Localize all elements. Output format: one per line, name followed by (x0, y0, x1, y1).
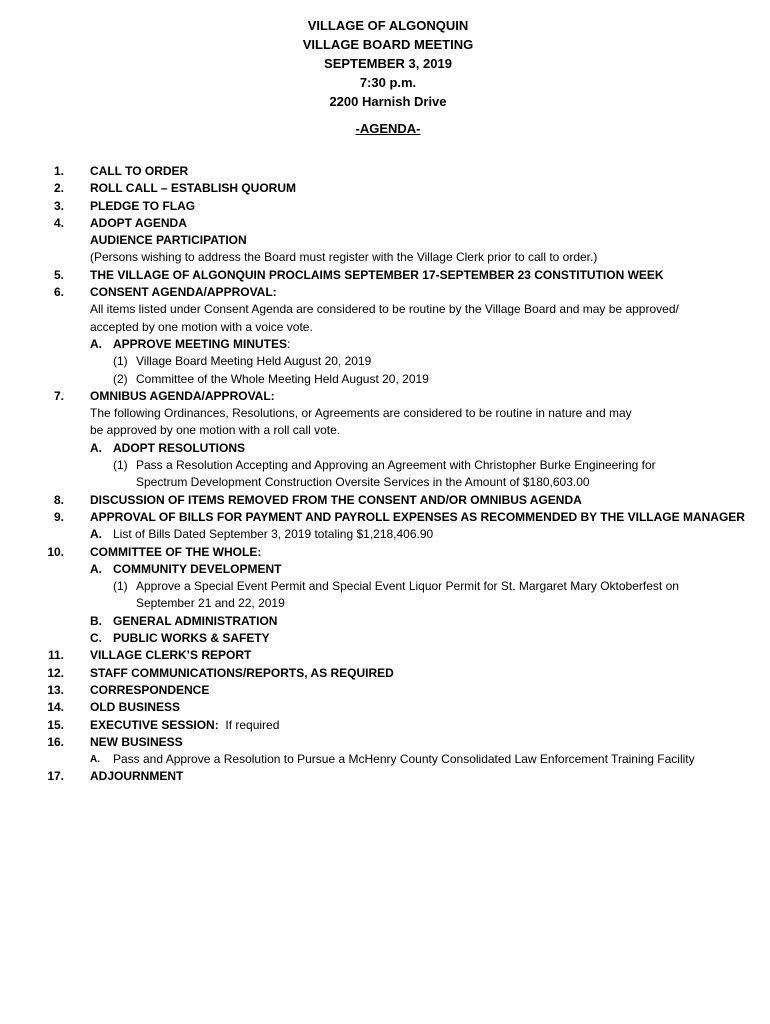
item-number: 7. (53, 388, 64, 403)
subitem-community-development (0, 561, 770, 578)
item-title: THE VILLAGE OF ALGONQUIN PROCLAIMS SEPTEMBER 17-SEPTEMBER 23 CONSTITUTION WEEK (90, 267, 664, 282)
item-title: OLD BUSINESS (90, 700, 181, 715)
item-number: 17. (47, 769, 64, 784)
subitem-text: September 21 and 22, 2019 (136, 596, 285, 611)
agenda-item-6 (0, 284, 770, 301)
item-title: OMNIBUS AGENDA/APPROVAL: (90, 388, 275, 403)
subitem-training-facility (0, 751, 770, 768)
agenda-list (0, 163, 770, 786)
item-title: STAFF COMMUNICATIONS/REPORTS, AS REQUIRED (90, 665, 394, 680)
item-title: NEW BUSINESS (90, 734, 183, 749)
subitem-label: A. (90, 561, 102, 576)
item-title: ADOPT AGENDA (90, 215, 187, 230)
subitem-resolution-1-cont (0, 474, 770, 491)
item-number: 9. (53, 509, 64, 524)
item-title: CALL TO ORDER (90, 164, 189, 178)
subitem-label: (1) (113, 458, 128, 473)
item-number: 15. (47, 717, 64, 732)
subitem-label: (2) (113, 371, 128, 386)
item-title: VILLAGE CLERK’S REPORT (90, 648, 252, 663)
agenda-item-13 (0, 682, 770, 699)
agenda-item-14 (0, 699, 770, 716)
subitem-title: PUBLIC WORKS & SAFETY (113, 631, 270, 646)
subitem-event-permit-cont (0, 595, 770, 612)
item-note: (Persons wishing to address the Board must register with the Village Clerk prior to call to order.) (90, 250, 598, 265)
subitem-text: Spectrum Development Construction Oversite Services in the Amount of $180,603.00 (136, 475, 590, 490)
item-number: 13. (47, 682, 64, 697)
subitem-adopt-resolutions (0, 440, 770, 457)
subitem-general-administration (0, 613, 770, 630)
item-title: AUDIENCE PARTICIPATION (90, 233, 247, 248)
item-number: 12. (47, 665, 64, 680)
subitem-label: A. (90, 336, 102, 351)
item-title: PLEDGE TO FLAG (90, 198, 196, 213)
subitem-public-works (0, 630, 770, 647)
meeting-name: VILLAGE BOARD MEETING (302, 37, 474, 52)
audience-participation-note (0, 249, 770, 266)
subitem-minutes-2 (0, 371, 770, 388)
subitem-label: B. (90, 613, 102, 628)
agenda-item-15 (0, 717, 770, 734)
item-title: EXECUTIVE SESSION: (90, 717, 219, 732)
item-number: 3. (53, 198, 64, 213)
subitem-label: A. (90, 754, 100, 766)
subitem-title: GENERAL ADMINISTRATION (113, 613, 278, 628)
subitem-text: Pass and Approve a Resolution to Pursue a McHenry County Consolidated Law Enforcement Training Facility (113, 752, 695, 767)
item-description: be approved by one motion with a roll call vote. (90, 423, 341, 438)
item-title: APPROVAL OF BILLS FOR PAYMENT AND PAYROLL EXPENSES AS RECOMMENDED BY THE VILLAGE MANAGER (90, 509, 745, 524)
agenda-item-11 (0, 647, 770, 664)
audience-participation-title (0, 232, 770, 249)
subitem-title: ADOPT RESOLUTIONS (113, 440, 246, 455)
agenda-item-7 (0, 388, 770, 405)
item-description: All items listed under Consent Agenda are considered to be routine by the Village Board and may be approved/ (90, 302, 679, 317)
item-number: 16. (47, 734, 64, 749)
item-number: 14. (47, 700, 64, 715)
subitem-approve-minutes: A. APPROVE MEETING MINUTES: (0, 336, 770, 353)
village-name: VILLAGE OF ALGONQUIN (307, 18, 469, 33)
agenda-item-1 (0, 163, 770, 180)
subitem-label: A. (90, 440, 102, 455)
item-title: CONSENT AGENDA/APPROVAL: (90, 285, 277, 300)
item-description: The following Ordinances, Resolutions, or Agreements are considered to be routine in nature and may (90, 406, 632, 421)
subitem-text: Village Board Meeting Held August 20, 2019 (136, 354, 372, 369)
subitem-label: A. (90, 527, 102, 542)
agenda-item-10 (0, 544, 770, 561)
item-number: 6. (53, 285, 64, 300)
subitem-label: (1) (113, 579, 128, 594)
agenda-item-3 (0, 198, 770, 215)
item-number: 4. (53, 215, 64, 230)
subitem-minutes-1 (0, 353, 770, 370)
agenda-title: -AGENDA- (355, 121, 421, 136)
item-title: DISCUSSION OF ITEMS REMOVED FROM THE CONSENT AND/OR OMNIBUS AGENDA (90, 492, 582, 507)
subitem-title: APPROVE MEETING MINUTES (113, 336, 288, 351)
subitem-label: C. (90, 631, 102, 646)
item-note: If required (225, 717, 280, 732)
subitem-event-permit (0, 578, 770, 595)
item-title: ROLL CALL – ESTABLISH QUORUM (90, 181, 297, 196)
agenda-item-8 (0, 492, 770, 509)
subitem-text: Approve a Special Event Permit and Special Event Liquor Permit for St. Margaret Mary Oktoberfest on (136, 579, 679, 594)
item-number: 10. (47, 544, 64, 559)
agenda-item-5 (0, 267, 770, 284)
agenda-item-16 (0, 734, 770, 751)
meeting-location: 2200 Harnish Drive (329, 94, 447, 109)
agenda-item-9 (0, 509, 770, 526)
meeting-time: 7:30 p.m. (359, 75, 417, 90)
subitem-list-of-bills (0, 526, 770, 543)
subitem-text: Pass a Resolution Accepting and Approving an Agreement with Christopher Burke Engineering for (136, 458, 656, 473)
subitem-resolution-1 (0, 457, 770, 474)
agenda-item-4 (0, 215, 770, 232)
item-number: 2. (53, 181, 64, 196)
agenda-item-12 (0, 665, 770, 682)
subitem-text: Committee of the Whole Meeting Held August 20, 2019 (136, 371, 429, 386)
item-title: COMMITTEE OF THE WHOLE: (90, 544, 262, 559)
item-description: accepted by one motion with a voice vote. (90, 319, 313, 334)
subitem-text: List of Bills Dated September 3, 2019 totaling $1,218,406.90 (113, 527, 434, 542)
item-title: ADJOURNMENT (90, 769, 184, 784)
meeting-date: SEPTEMBER 3, 2019 (324, 56, 452, 71)
item-title: CORRESPONDENCE (90, 682, 210, 697)
item-number: 5. (53, 267, 64, 282)
item-number: 11. (47, 648, 64, 663)
agenda-item-17 (0, 768, 770, 785)
agenda-item-2 (0, 180, 770, 197)
agenda-header (0, 16, 770, 138)
item-number: 8. (53, 492, 64, 507)
subitem-title: COMMUNITY DEVELOPMENT (113, 561, 282, 576)
item-number: 1. (53, 164, 64, 178)
subitem-label: (1) (113, 354, 128, 369)
